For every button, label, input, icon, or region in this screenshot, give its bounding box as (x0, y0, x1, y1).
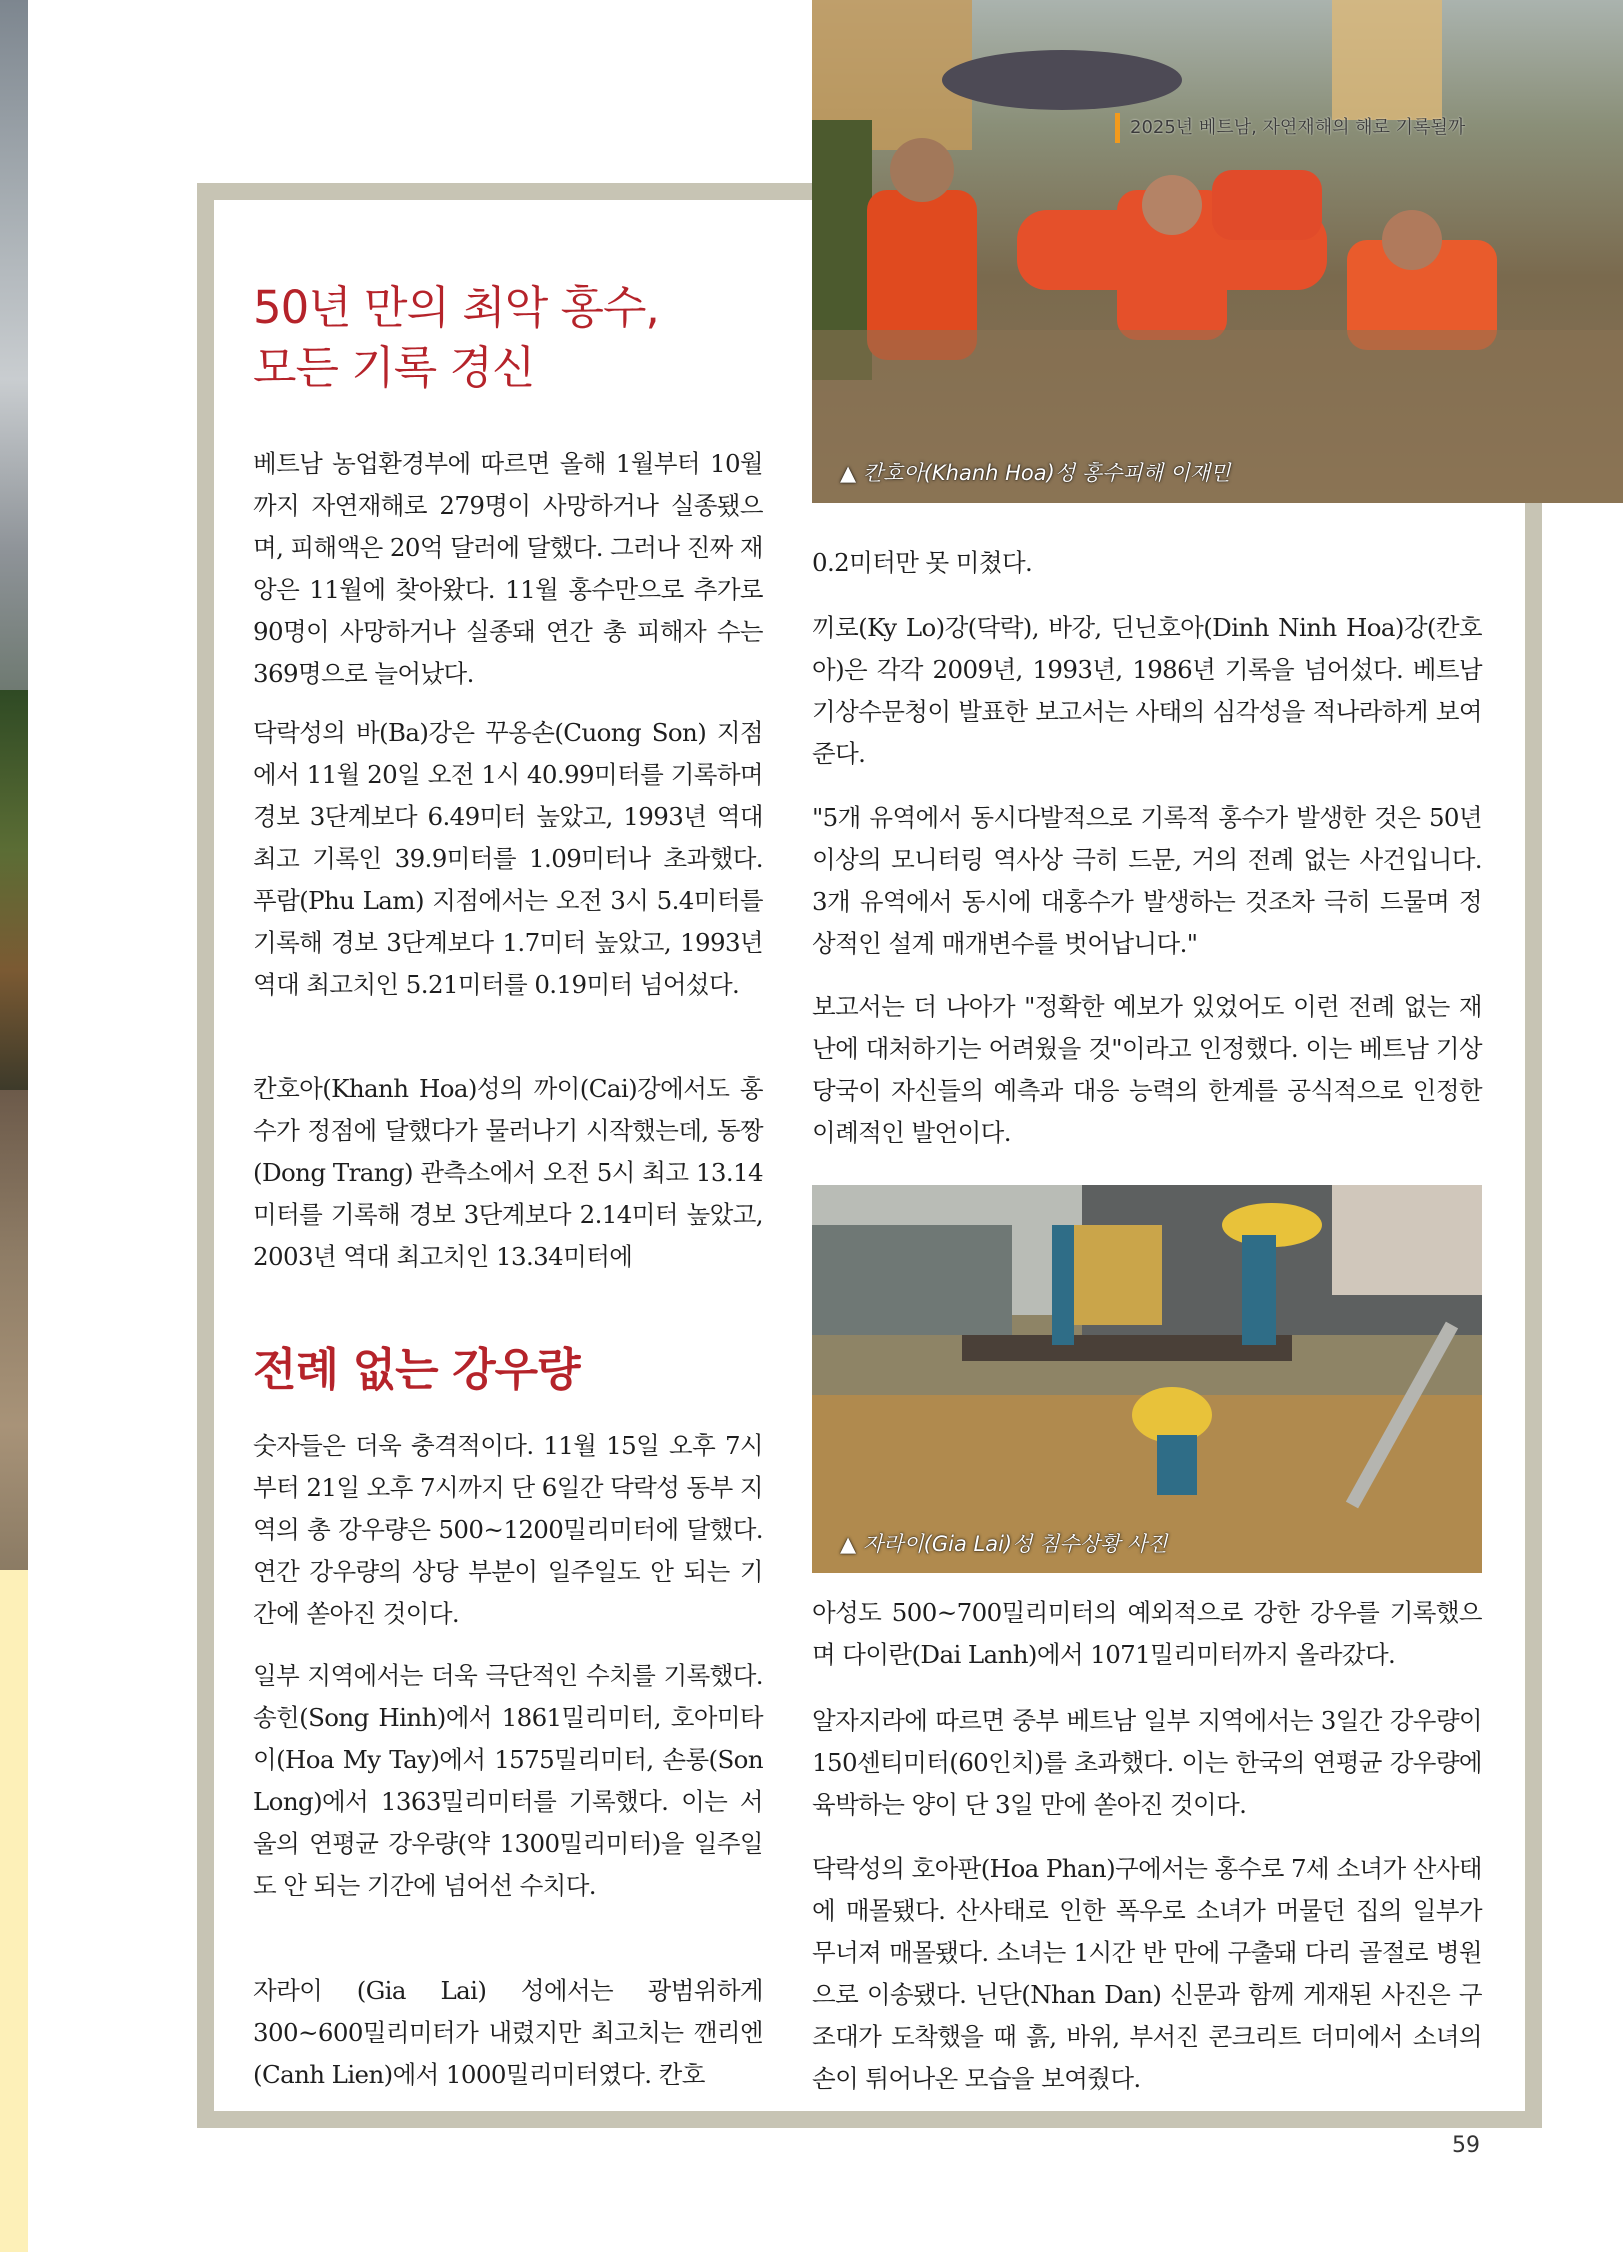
page-number: 59 (1452, 2133, 1480, 2158)
section1-title-line1: 50년 만의 최악 홍수, (253, 281, 659, 334)
right-paragraph-4: 보고서는 더 나아가 "정확한 예보가 있었어도 이런 전례 없는 재난에 대처하기는 어려웠을 것"이라고 인정했다. 이는 베트남 기상당국이 자신들의 예측과 대응 능력의 한계를 공식적으로 인정한 이례적인 발언이다. (812, 992, 1482, 1147)
left-paragraph-6: 자라이 (Gia Lai) 성에서는 광범위하게 300~600밀리미터가 내렸지만 최고치는 깬리엔(Canh Lien)에서 1000밀리미터였다. 칸호 (253, 1976, 763, 2089)
right-paragraph-1: 0.2미터만 못 미쳤다. (812, 548, 1033, 577)
left-edge-photo-strip (0, 0, 28, 2252)
left-paragraph-4: 숫자들은 더욱 충격적이다. 11월 15일 오후 7시부터 21일 오후 7시까지 단 6일간 닥락성 동부 지역의 총 강우량은 500~1200밀리미터에 달했다. 연간 강우량의 상당 부분이 일주일도 안 되는 기간에 쏟아진 것이다. (253, 1431, 763, 1628)
left-paragraph-1: 베트남 농업환경부에 따르면 올해 1월부터 10월까지 자연재해로 279명이 사망하거나 실종됐으며, 피해액은 20억 달러에 달했다. 그러나 진짜 재앙은 11월에 찾아왔다. 11월 홍수만으로 추가로 90명이 사망하거나 실종돼 연간 총 피해자 수는 369명으로 늘어났다. (253, 449, 763, 688)
top-photo-caption: ▲ 칸호아(Khanh Hoa)성 홍수피해 이재민 (840, 461, 1231, 485)
left-paragraph-3: 칸호아(Khanh Hoa)성의 까이(Cai)강에서도 홍수가 정점에 달했다가 물러나기 시작했는데, 동짱(Dong Trang) 관측소에서 오전 5시 최고 13.14미터를 기록해 경보 3단계보다 2.14미터 높았고, 2003년 역대 최고치인 13.34미터에 (253, 1074, 763, 1271)
right-paragraph-5: 아성도 500~700밀리미터의 예외적으로 강한 강우를 기록했으며 다이란(Dai Lanh)에서 1071밀리미터까지 올라갔다. (812, 1598, 1482, 1669)
flood-inundation-photo (812, 1185, 1482, 1573)
edge-photo-sky (0, 0, 28, 690)
mid-photo-caption: ▲ 자라이(Gia Lai)성 침수상황 사진 (840, 1532, 1168, 1556)
edge-photo-flood (0, 1090, 28, 1570)
edge-yellow-panel (0, 1570, 28, 2252)
right-paragraph-7: 닥락성의 호아판(Hoa Phan)구에서는 홍수로 7세 소녀가 산사태에 매몰됐다. 산사태로 인한 폭우로 소녀가 머물던 집의 일부가 무너져 매몰됐다. 소녀는 1시간 반 만에 구출돼 다리 골절로 병원으로 이송됐다. 닌단(Nhan Dan) 신문과 함께 게재된 사진은 구조대가 도착했을 때 흙, 바위, 부서진 콘크리트 더미에서 소녀의 손이 튀어나온 모습을 보여줬다. (812, 1854, 1482, 2093)
right-paragraph-6: 알자지라에 따르면 중부 베트남 일부 지역에서는 3일간 강우량이 150센티미터(60인치)를 초과했다. 이는 한국의 연평균 강우량에 육박하는 양이 단 3일 만에 쏟아진 것이다. (812, 1706, 1482, 1819)
edge-photo-foliage (0, 690, 28, 1090)
running-header-note: 2025년 베트남, 자연재해의 해로 기록될까 (1115, 113, 1465, 143)
left-paragraph-2: 닥락성의 바(Ba)강은 꾸옹손(Cuong Son) 지점에서 11월 20일 오전 1시 40.99미터를 기록하며 경보 3단계보다 6.49미터 높았고, 1993년 역대 최고 기록인 39.9미터를 1.09미터나 초과했다. 푸람(Phu Lam) 지점에서는 오전 3시 5.4미터를 기록해 경보 3단계보다 1.7미터 높았고, 1993년 역대 최고치인 5.21미터를 0.19미터 넘어섰다. (253, 718, 763, 999)
section1-title-line2: 모든 기록 경신 (253, 341, 535, 394)
right-paragraph-2: 끼로(Ky Lo)강(닥락), 바강, 딘닌호아(Dinh Ninh Hoa)강(칸호아)은 각각 2009년, 1993년, 1986년 기록을 넘어섰다. 베트남 기상수문청이 발표한 보고서는 사태의 심각성을 적나라하게 보여준다. (812, 613, 1482, 768)
right-paragraph-3: "5개 유역에서 동시다발적으로 기록적 홍수가 발생한 것은 50년 이상의 모니터링 역사상 극히 드문, 거의 전례 없는 사건입니다. 3개 유역에서 동시에 대홍수가 발생하는 것조차 극히 드물며 정상적인 설계 매개변수를 벗어납니다." (812, 803, 1482, 958)
section1-title (253, 278, 659, 398)
left-paragraph-5: 일부 지역에서는 더욱 극단적인 수치를 기록했다. 송힌(Song Hinh)에서 1861밀리미터, 호아미타이(Hoa My Tay)에서 1575밀리미터, 손롱(Son Long)에서 1363밀리미터를 기록했다. 이는 서울의 연평균 강우량(약 1300밀리미터)을 일주일도 안 되는 기간에 넘어선 수치다. (253, 1661, 763, 1900)
flood-rescue-photo (812, 0, 1623, 503)
section2-title: 전례 없는 강우량 (253, 1343, 580, 1396)
